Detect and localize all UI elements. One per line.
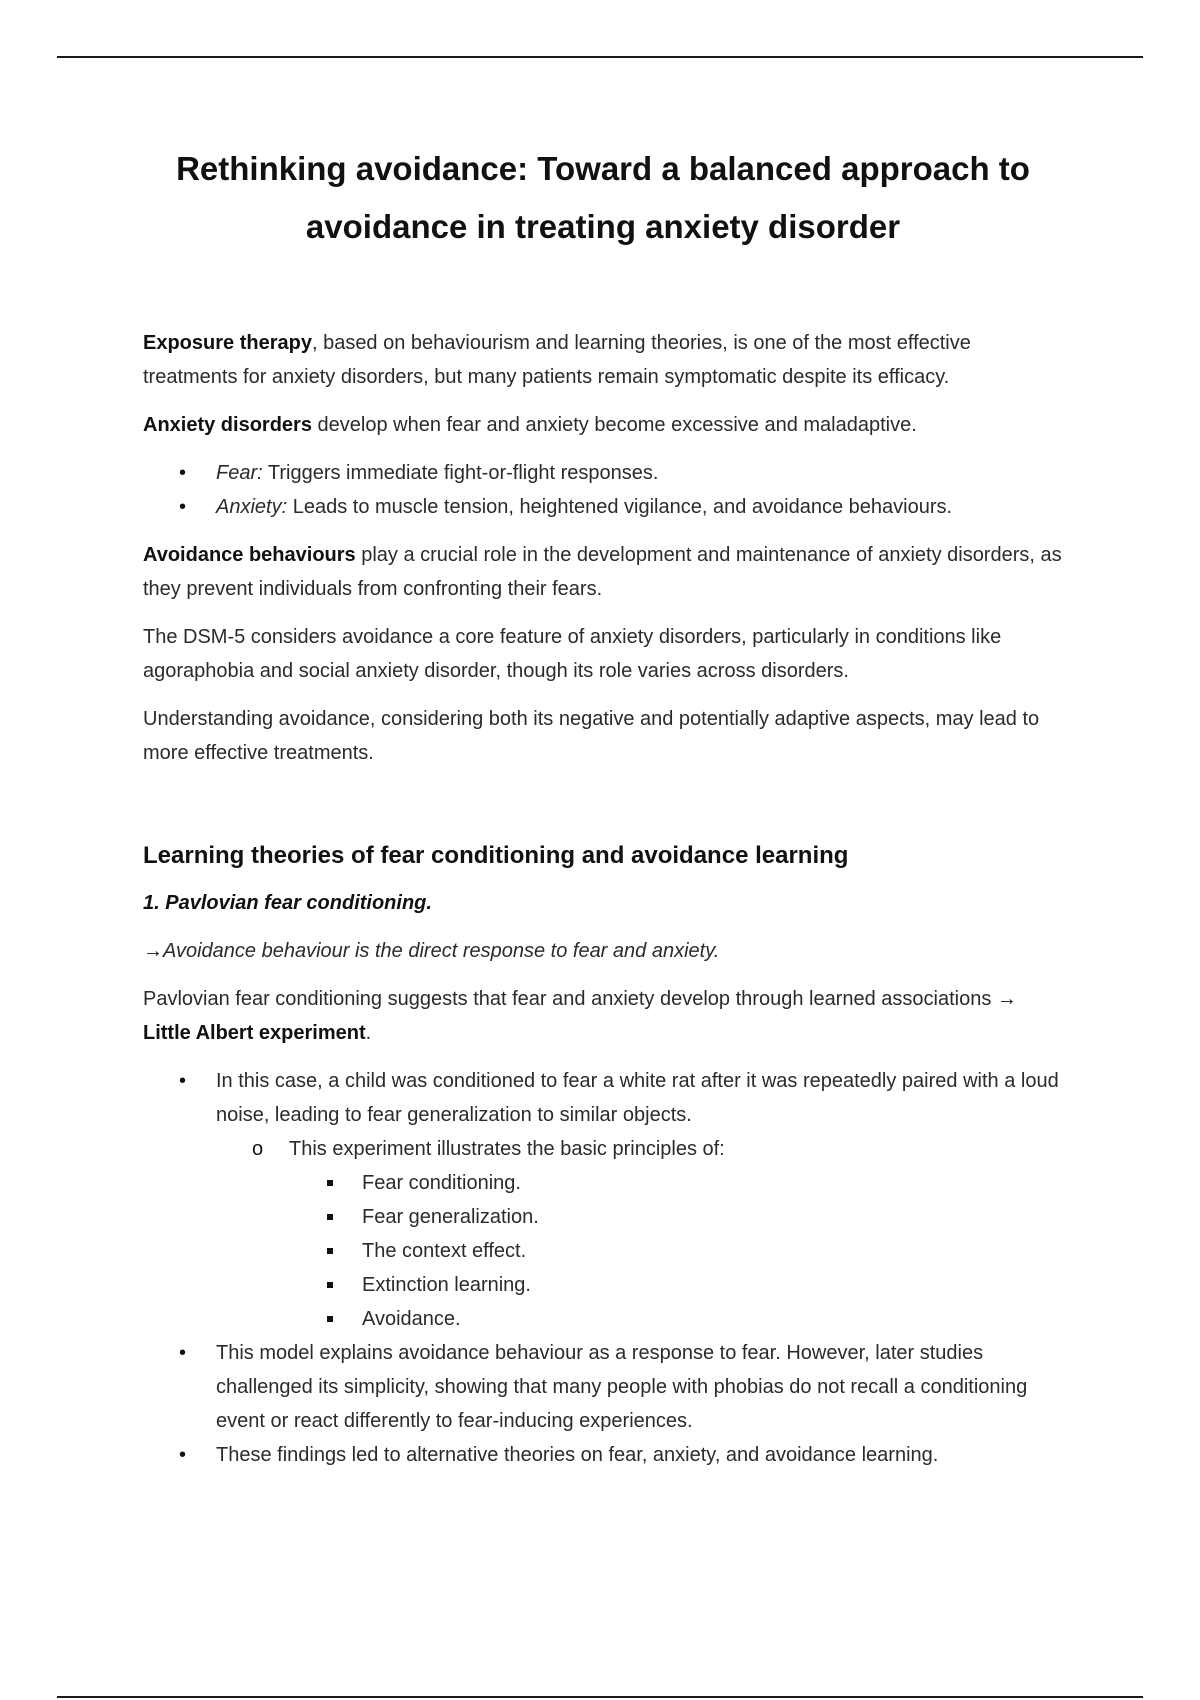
intro-paragraph-4: The DSM-5 considers avoidance a core feature of anxiety disorders, particularly in conditions like agoraphobia and social anxiety disorder, though its role varies across disorders. <box>143 626 1002 682</box>
pavlovian-list <box>143 1064 1063 1472</box>
principle-item: Fear generalization. <box>143 1200 1063 1234</box>
title-line-2: avoidance in treating anxiety disorder <box>305 208 901 245</box>
list-item: • Anxiety: Leads to muscle tension, heightened vigilance, and avoidance behaviours. <box>143 490 1063 524</box>
intro-paragraph-3: Avoidance behaviours play a crucial role in the development and maintenance of anxiety disorders, as they prevent individuals from confronting their fears. <box>143 544 1062 600</box>
principle-item: The context effect. <box>143 1234 1063 1268</box>
term-avoidance-behaviours: Avoidance behaviours <box>143 544 356 566</box>
sub-list <box>216 1132 1063 1336</box>
document-title <box>143 140 1063 256</box>
term-exposure-therapy: Exposure therapy <box>143 332 312 354</box>
header-rule <box>57 56 1143 58</box>
title-line-1: Rethinking avoidance: Toward a balanced approach to <box>176 150 1030 187</box>
term-little-albert: Little Albert experiment <box>143 1022 366 1044</box>
arrow-icon: → <box>143 940 163 962</box>
section-heading: Learning theories of fear conditioning and avoidance learning <box>143 842 849 869</box>
arrow-statement: →Avoidance behaviour is the direct response to fear and anxiety. <box>143 940 720 962</box>
document-page <box>143 140 1063 1486</box>
pavlovian-paragraph: Pavlovian fear conditioning suggests that fear and anxiety develop through learned associations → Little Albert experiment. <box>143 988 1017 1044</box>
intro-section <box>143 326 1063 770</box>
sub-list-item: o This experiment illustrates the basic principles of: Fear conditioning. Fear generalization. The context effect. Extinction learning. Avoidance. <box>143 1132 1063 1336</box>
intro-paragraph-5: Understanding avoidance, considering both its negative and potentially adaptive aspects, may lead to more effective treatments. <box>143 708 1040 764</box>
principles-list <box>289 1166 1063 1336</box>
footer-rule <box>57 1696 1143 1698</box>
subsection-heading: 1. Pavlovian fear conditioning. <box>143 892 432 914</box>
intro-paragraph-2: Anxiety disorders develop when fear and anxiety become excessive and maladaptive. <box>143 414 917 436</box>
term-anxiety-disorders: Anxiety disorders <box>143 414 312 436</box>
arrow-icon: → <box>996 988 1017 1010</box>
principle-item: Extinction learning. <box>143 1268 1063 1302</box>
principle-item: Fear conditioning. <box>143 1166 1063 1200</box>
list-item: • In this case, a child was conditioned to fear a white rat after it was repeatedly paired with a loud noise, leading to fear generalization to similar objects. o This experiment illustrates the basic principles of: Fear conditioning. Fear generalization. The context effect. Extinction learning. Avoidance. <box>143 1064 1063 1336</box>
intro-paragraph-1: Exposure therapy, based on behaviourism and learning theories, is one of the most effective treatments for anxiety disorders, but many patients remain symptomatic despite its efficacy. <box>143 332 971 388</box>
list-item: • Fear: Triggers immediate fight-or-flight responses. <box>143 456 1063 490</box>
principle-item: Avoidance. <box>143 1302 1063 1336</box>
fear-anxiety-list <box>143 456 1063 524</box>
list-item: • These findings led to alternative theories on fear, anxiety, and avoidance learning. <box>143 1438 1063 1472</box>
list-item: • This model explains avoidance behaviour as a response to fear. However, later studies challenged its simplicity, showing that many people with phobias do not recall a conditioning event or react differently to fear-inducing experiences. <box>143 1336 1063 1438</box>
